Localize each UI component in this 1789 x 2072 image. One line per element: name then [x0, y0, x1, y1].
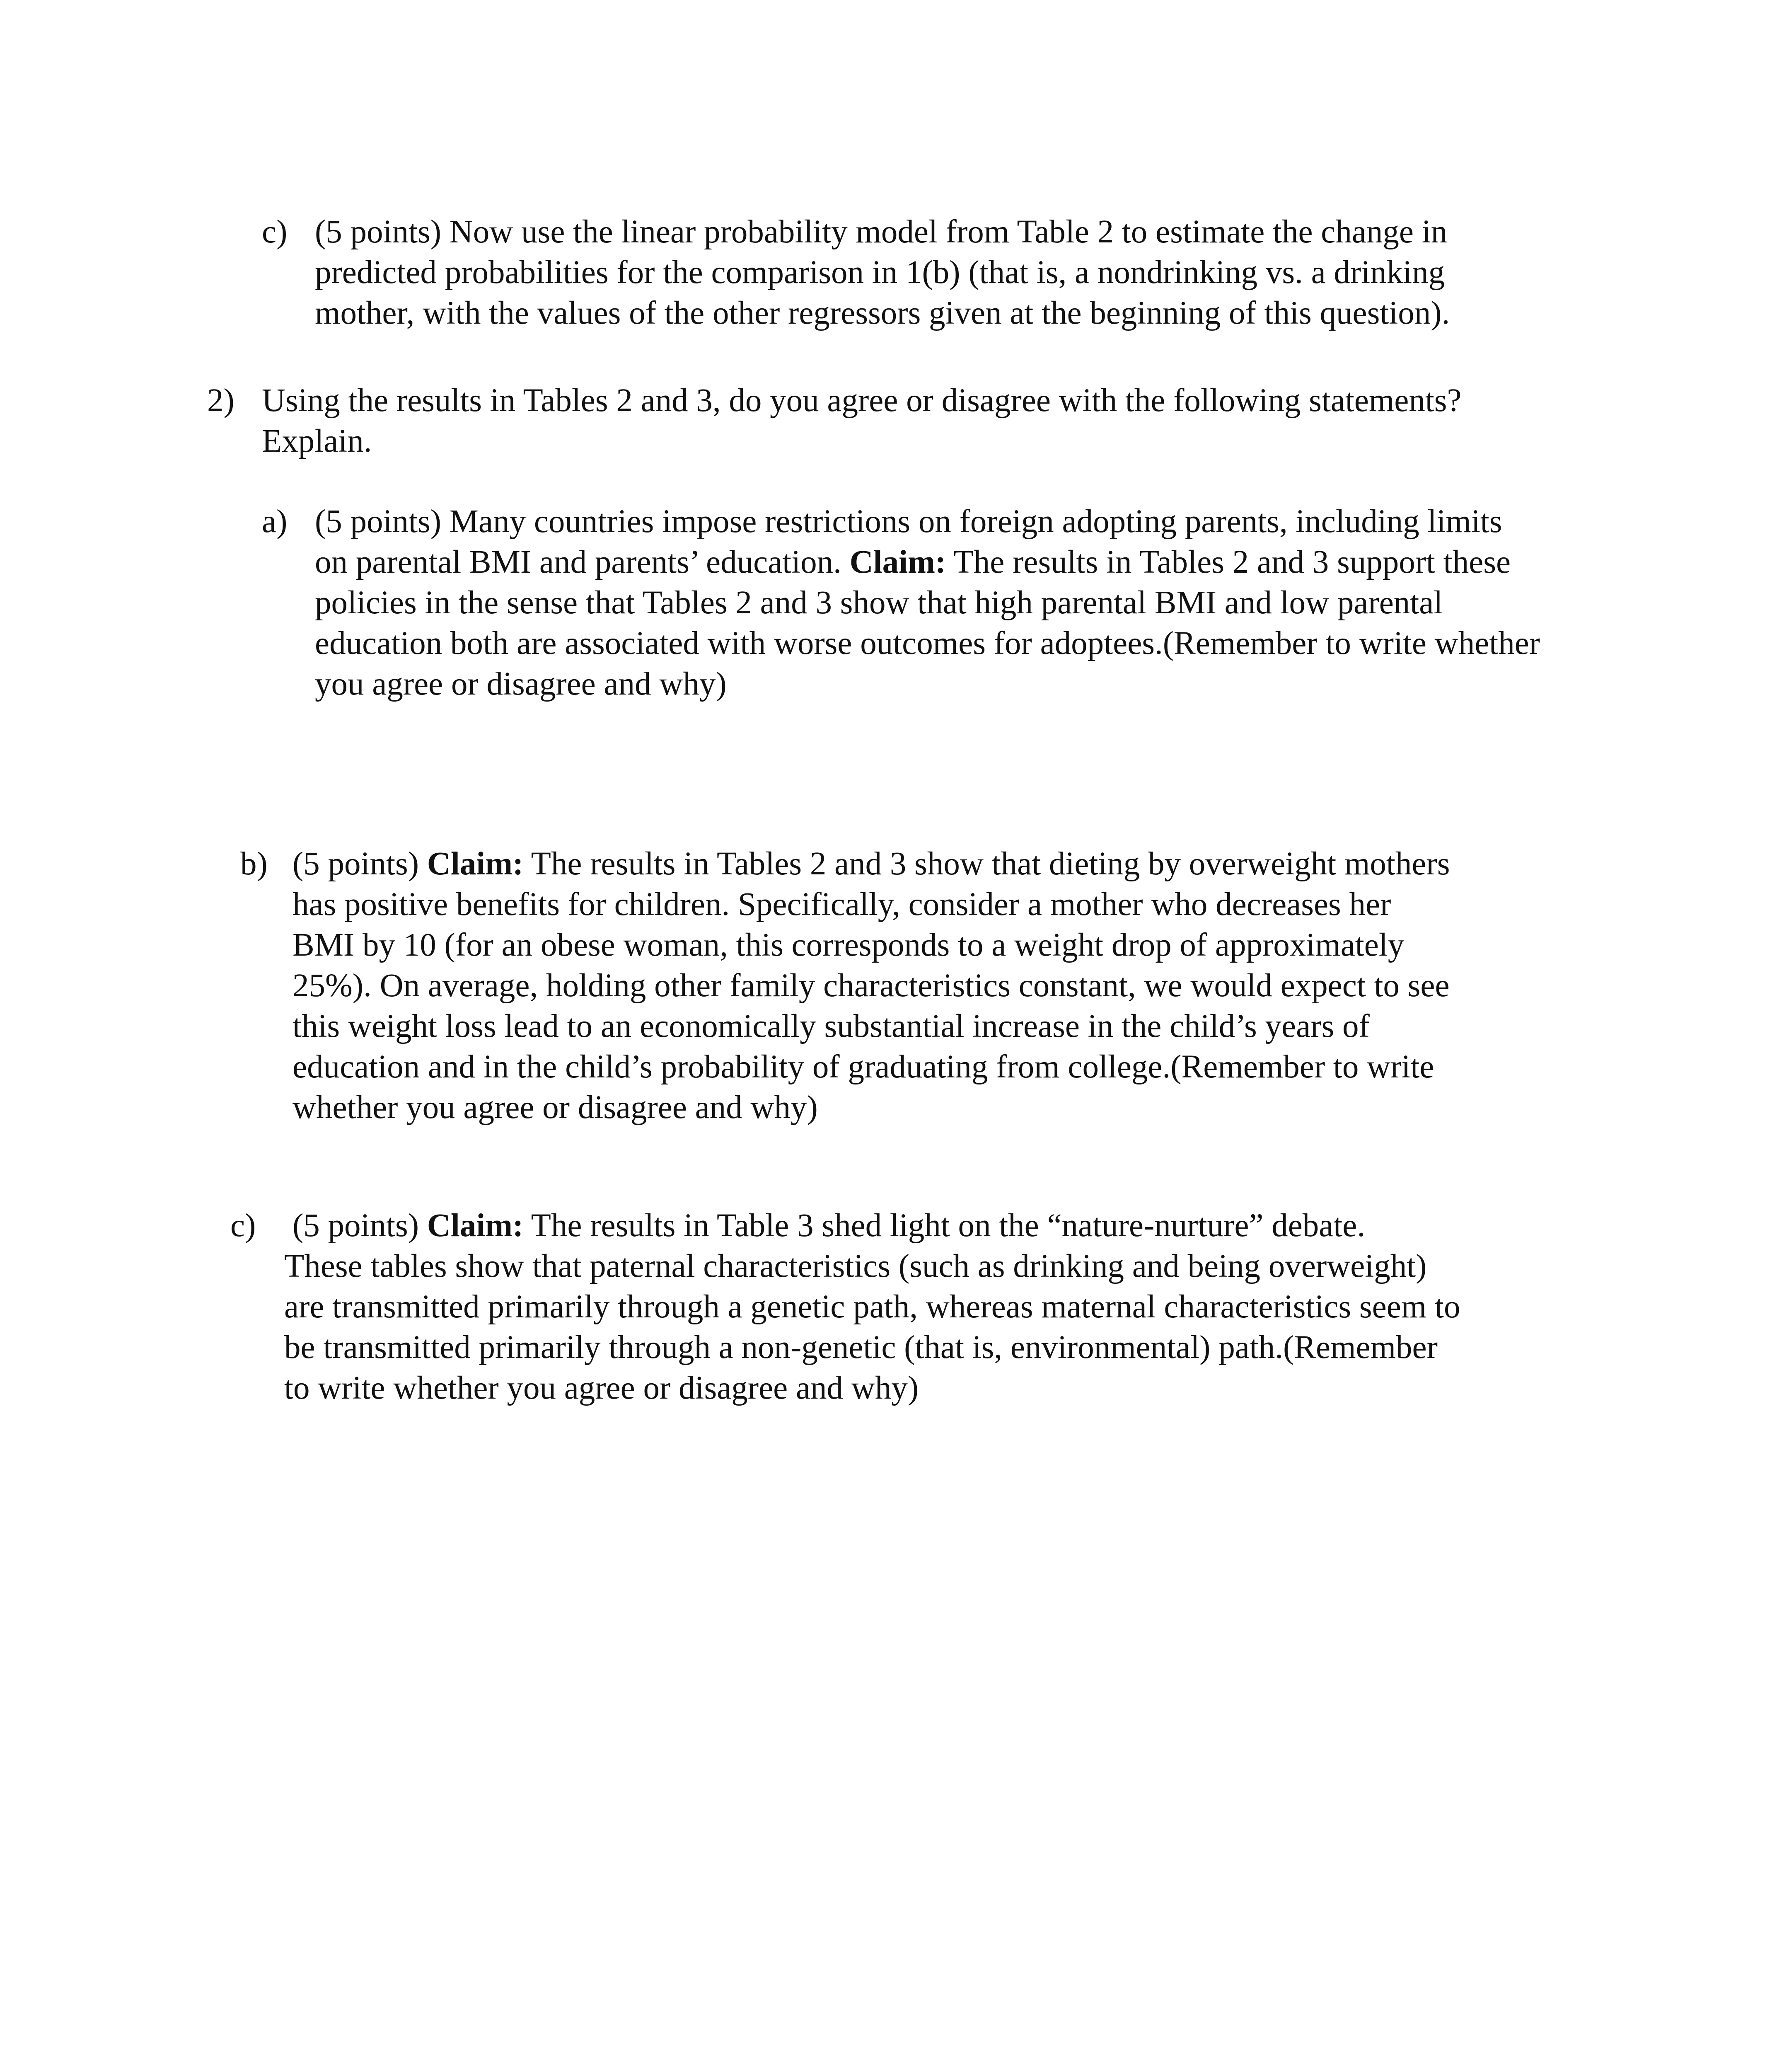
- question-2c-line: are transmitted primarily through a genetic path, whereas maternal characteristics seem to: [284, 1289, 1460, 1325]
- question-2a-line: you agree or disagree and why): [315, 666, 727, 702]
- question-1c-marker: c): [262, 214, 288, 250]
- question-2a-text: The results in Tables 2 and 3 support these: [946, 544, 1511, 580]
- claim-label: Claim:: [427, 846, 524, 882]
- question-2-marker: 2): [207, 382, 235, 419]
- question-2a-line: education both are associated with worse outcomes for adoptees.(Remember to write whether: [315, 625, 1540, 661]
- question-2b-line: 25%). On average, holding other family characteristics constant, we would expect to see: [293, 968, 1450, 1004]
- question-2c-line: be transmitted primarily through a non-genetic (that is, environmental) path.(Remember: [284, 1329, 1438, 1365]
- question-2b-line: BMI by 10 (for an obese woman, this corresponds to a weight drop of approximately: [293, 927, 1405, 963]
- question-2c-line: [293, 1205, 1365, 1246]
- question-1c-line: mother, with the values of the other regressors given at the beginning of this question).: [315, 295, 1450, 331]
- question-1c-line: predicted probabilities for the comparison in 1(b) (that is, a nondrinking vs. a drinking: [315, 254, 1445, 290]
- question-2a-line: policies in the sense that Tables 2 and 3 show that high parental BMI and low parental: [315, 585, 1443, 621]
- question-2a-text: on parental BMI and parents’ education.: [315, 544, 850, 580]
- question-2a-marker: a): [262, 503, 288, 540]
- claim-label: Claim:: [849, 544, 946, 580]
- question-2b-line: has positive benefits for children. Specifically, consider a mother who decreases her: [293, 886, 1391, 922]
- question-2c-text: The results in Table 3 shed light on the “nature-nurture” debate.: [523, 1208, 1366, 1244]
- question-2c-line: to write whether you agree or disagree and why): [284, 1370, 919, 1406]
- question-2-line: Explain.: [262, 423, 372, 459]
- question-1c-line: (5 points) Now use the linear probability model from Table 2 to estimate the change in: [315, 214, 1448, 250]
- question-2a-line: [315, 542, 1511, 583]
- question-2b-line: this weight loss lead to an economically substantial increase in the child’s years of: [293, 1008, 1370, 1044]
- question-2c-text: (5 points): [293, 1208, 427, 1244]
- question-2b-marker: b): [240, 846, 268, 882]
- question-2c-marker: c): [230, 1208, 256, 1244]
- question-2b-line: education and in the child’s probability of graduating from college.(Remember to write: [293, 1049, 1434, 1085]
- question-2b-line: whether you agree or disagree and why): [293, 1089, 818, 1126]
- question-2b-text: The results in Tables 2 and 3 show that dieting by overweight mothers: [523, 846, 1450, 882]
- question-2c-line: These tables show that paternal characteristics (such as drinking and being overweight): [284, 1248, 1427, 1284]
- claim-label: Claim:: [427, 1208, 524, 1244]
- question-2b-text: (5 points): [293, 846, 427, 882]
- question-2b-line: [293, 844, 1450, 884]
- question-2a-line: (5 points) Many countries impose restrictions on foreign adopting parents, including limits: [315, 503, 1502, 540]
- question-2-line: Using the results in Tables 2 and 3, do you agree or disagree with the following statements?: [262, 382, 1462, 419]
